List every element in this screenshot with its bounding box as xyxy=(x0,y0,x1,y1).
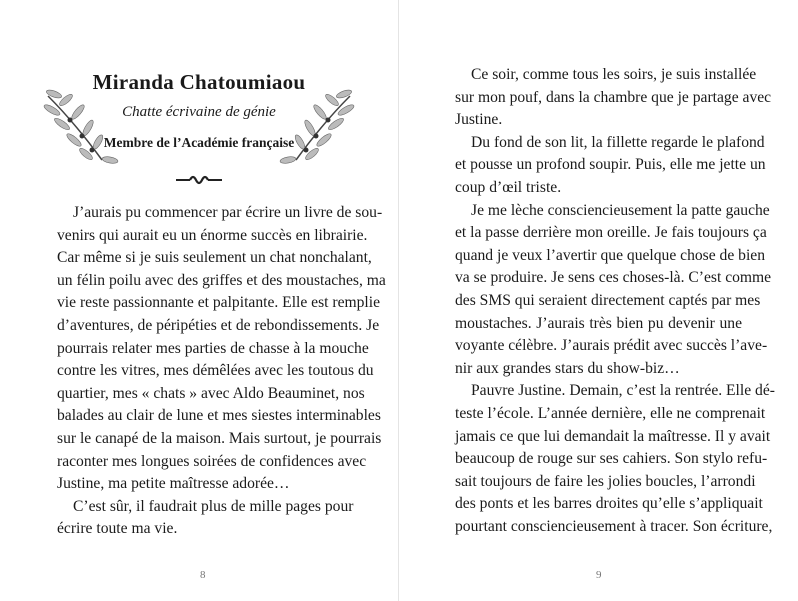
text-line: va se produire. Je sens ces choses-là. C’est comme xyxy=(455,269,772,287)
text-line: J’aurais pu commencer par écrire un livre de sou- xyxy=(73,204,383,221)
paragraph xyxy=(455,132,766,200)
text-line: sur le canapé de la maison. Mais surtout, je pourrais xyxy=(57,429,382,447)
text-line: pourrais relater mes parties de chasse à la mouche xyxy=(57,339,369,357)
text-line: Ce soir, comme tous les soirs, je suis installée xyxy=(471,66,757,83)
text-line: d’aventures, de péripéties et de rebondissements. Je xyxy=(57,316,380,334)
olive-branch-right-icon xyxy=(278,88,358,168)
text-line: quand je veux l’avertir que quelque chose de bien xyxy=(455,246,766,264)
text-line: Justine. xyxy=(455,111,503,129)
page-number: 8 xyxy=(200,569,206,581)
text-line: Pauvre Justine. Demain, c’est la rentrée. Elle dé- xyxy=(471,382,775,400)
paragraph xyxy=(455,64,772,132)
ornament-divider-icon xyxy=(176,173,222,187)
text-line: des ponts et les barres droites qu’elle s’appliquait xyxy=(455,495,763,513)
left-page-body xyxy=(57,202,386,541)
text-line: raconter mes longues soirées de confidences avec xyxy=(57,452,367,470)
text-line: et pousse un profond soupir. Puis, elle me jette un xyxy=(455,156,766,174)
text-line: venirs qui aurait eu un énorme succès en librairie. xyxy=(57,226,368,244)
paragraph xyxy=(455,380,775,538)
text-line: nir aux grandes stars du show-biz… xyxy=(455,359,680,377)
right-page-body xyxy=(455,64,775,538)
text-line: des SMS qui seraient directement captés par mes xyxy=(455,291,761,309)
text-line: coup d’œil triste. xyxy=(455,178,562,196)
text-line: contre les vitres, mes démêlées avec les toutous du xyxy=(57,362,374,380)
right-page xyxy=(399,0,797,601)
text-line: Je me lèche consciencieusement la patte gauche xyxy=(471,201,770,219)
text-line: un félin poilu avec des griffes et des moustaches, ma xyxy=(57,271,386,289)
text-line: teste l’école. L’année dernière, elle ne comprenait xyxy=(455,404,766,422)
author-subtitle: Chatte écrivaine de génie xyxy=(122,104,276,120)
text-line: sur mon pouf, dans la chambre que je partage avec xyxy=(455,88,772,106)
text-line: quartier, mes « chats » avec Aldo Beauminet, nos xyxy=(57,384,365,402)
author-membership: Membre de l’Académie française xyxy=(103,135,295,150)
text-line: pourtant consciencieusement à tracer. Son écriture, xyxy=(455,517,773,535)
page-number: 9 xyxy=(596,569,602,581)
text-line: Justine, ma petite maîtresse adorée… xyxy=(57,475,290,493)
text-line: Car même si je suis seulement un chat nonchalant, xyxy=(57,249,372,267)
text-line: balades au clair de lune et mes siestes interminables xyxy=(57,407,381,425)
text-line: beaucoup de rouge sur ses cahiers. Son stylo refu- xyxy=(455,450,768,468)
text-line: voyante célèbre. J’aurais prédit avec succès l’ave- xyxy=(455,337,768,355)
text-line: Du fond de son lit, la fillette regarde le plafond xyxy=(471,133,765,151)
text-line: C’est sûr, il faudrait plus de mille pages pour xyxy=(73,497,354,515)
paragraph xyxy=(57,496,354,541)
paragraph xyxy=(455,200,772,381)
text-line: écrire toute ma vie. xyxy=(57,520,178,538)
text-line: et la passe derrière mon oreille. Je fais toujours ça xyxy=(455,224,767,242)
author-name: Miranda Chatoumiaou xyxy=(92,70,306,94)
text-line: jamais ce que lui demandait la maîtresse. Il y avait xyxy=(455,427,771,445)
text-line: moustaches. J’aurais très bien pu devenir une xyxy=(455,314,742,332)
olive-branch-left-icon xyxy=(40,88,120,168)
text-line: sait toujours de faire les jolies boucles, l’arrondi xyxy=(455,472,756,490)
text-line: vie reste passionnante et palpitante. Elle est remplie xyxy=(57,294,381,312)
paragraph xyxy=(57,202,386,496)
